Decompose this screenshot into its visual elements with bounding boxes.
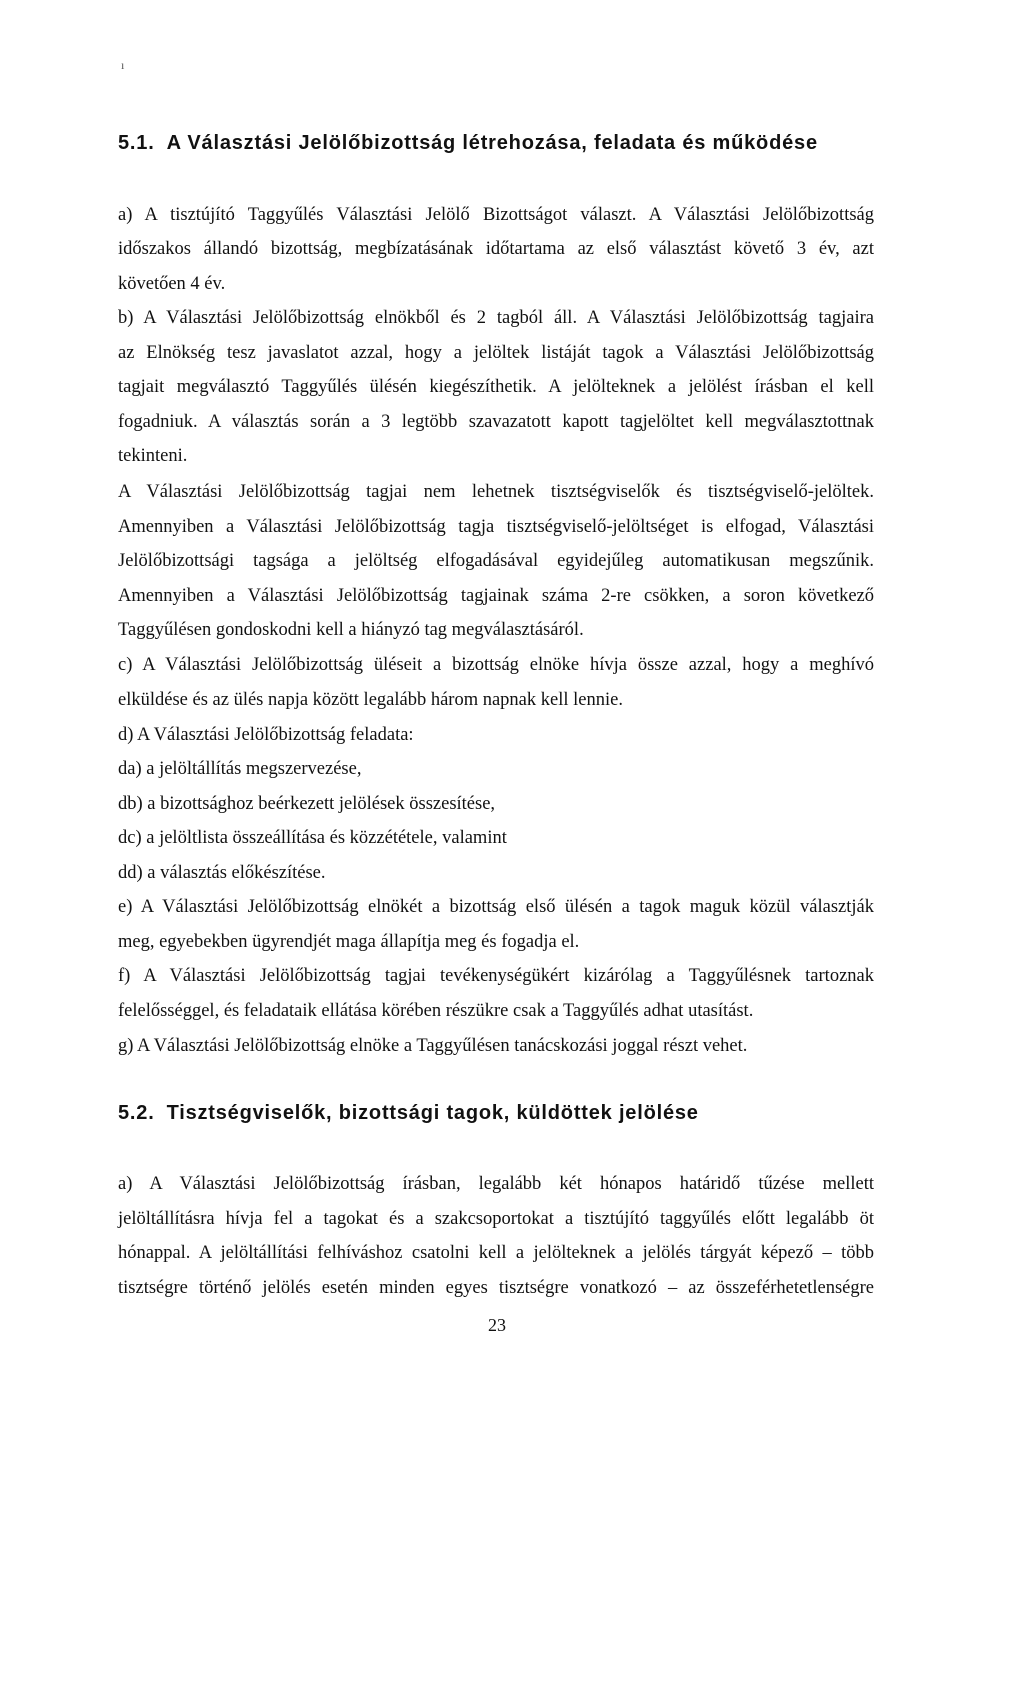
body-line: hónappal. A jelöltállítási felhíváshoz csatolni kell a jelölteknek a jelölés tárgyát képező – több xyxy=(118,1243,874,1263)
body-line: tagjait megválasztó Taggyűlés ülésén kiegészíthetik. A jelölteknek a jelölést írásban el kell xyxy=(118,377,874,397)
body-line: jelöltállításra hívja fel a tagokat és a szakcsoportokat a tisztújító taggyűlés előtt legalább öt xyxy=(118,1209,874,1229)
section-heading-5-1 xyxy=(118,132,918,155)
body-line: d) A Választási Jelölőbizottság feladata: xyxy=(118,725,414,745)
section-heading-5-2 xyxy=(118,1102,918,1125)
body-line: g) A Választási Jelölőbizottság elnöke a Taggyűlésen tanácskozási joggal részt vehet. xyxy=(118,1036,748,1056)
body-line: a) A Választási Jelölőbizottság írásban, legalább két hónapos határidő tűzése mellett xyxy=(118,1174,874,1194)
body-line: Amennyiben a Választási Jelölőbizottság tagjainak száma 2-re csökken, a soron következő xyxy=(118,586,874,606)
body-line: a) A tisztújító Taggyűlés Választási Jelölő Bizottságot választ. A Választási Jelölőbizottság xyxy=(118,205,874,225)
body-line: db) a bizottsághoz beérkezett jelölések összesítése, xyxy=(118,794,496,814)
body-line: dd) a választás előkészítése. xyxy=(118,863,326,883)
body-line: f) A Választási Jelölőbizottság tagjai tevékenységükért kizárólag a Taggyűlésnek tartoznak xyxy=(118,966,874,986)
body-line: da) a jelöltállítás megszervezése, xyxy=(118,759,362,779)
body-line: A Választási Jelölőbizottság tagjai nem lehetnek tisztségviselők és tisztségviselő-jelöltek. xyxy=(118,482,874,502)
body-line: tisztségre történő jelölés esetén minden egyes tisztségre vonatkozó – az összeférhetetlenségre xyxy=(118,1278,874,1298)
section-title: A Választási Jelölőbizottság létrehozása, feladata és működése xyxy=(166,132,818,154)
section-number: 5.1. xyxy=(118,132,155,154)
body-line: Taggyűlésen gondoskodni kell a hiányzó tag megválasztásáról. xyxy=(118,620,584,640)
body-line: Amennyiben a Választási Jelölőbizottság tagja tisztségviselő-jelöltséget is elfogad, Választási xyxy=(118,517,874,537)
body-line: dc) a jelöltlista összeállítása és közzététele, valamint xyxy=(118,828,507,848)
body-line: tekinteni. xyxy=(118,446,188,466)
body-line: időszakos állandó bizottság, megbízatásának időtartama az első választást követő 3 év, azt xyxy=(118,239,874,259)
body-line: felelősséggel, és feladataik ellátása körében részükre csak a Taggyűlés adhat utasítást. xyxy=(118,1001,754,1021)
body-line: meg, egyebekben ügyrendjét maga állapítja meg és fogadja el. xyxy=(118,932,580,952)
body-line: e) A Választási Jelölőbizottság elnökét a bizottság első ülésén a tagok maguk közül választják xyxy=(118,897,874,917)
body-line: az Elnökség tesz javaslatot azzal, hogy a jelöltek listáját tagok a Választási Jelölőbizottság xyxy=(118,343,874,363)
body-line: Jelölőbizottsági tagsága a jelöltség elfogadásával egyidejűleg automatikusan megszűnik. xyxy=(118,551,874,571)
section-number: 5.2. xyxy=(118,1102,155,1124)
body-line: c) A Választási Jelölőbizottság üléseit a bizottság elnöke hívja össze azzal, hogy a meghívó xyxy=(118,655,874,675)
scan-artifact: ı xyxy=(121,58,125,72)
section-title: Tisztségviselők, bizottsági tagok, küldöttek jelölése xyxy=(166,1102,699,1124)
body-line: követően 4 év. xyxy=(118,274,226,294)
body-line: b) A Választási Jelölőbizottság elnökből és 2 tagból áll. A Választási Jelölőbizottság tagjaira xyxy=(118,308,874,328)
body-line: elküldése és az ülés napja között legalább három napnak kell lennie. xyxy=(118,690,623,710)
page-number: 23 xyxy=(488,1315,506,1335)
body-line: fogadniuk. A választás során a 3 legtöbb szavazatott kapott tagjelöltet kell megválasztottnak xyxy=(118,412,874,432)
